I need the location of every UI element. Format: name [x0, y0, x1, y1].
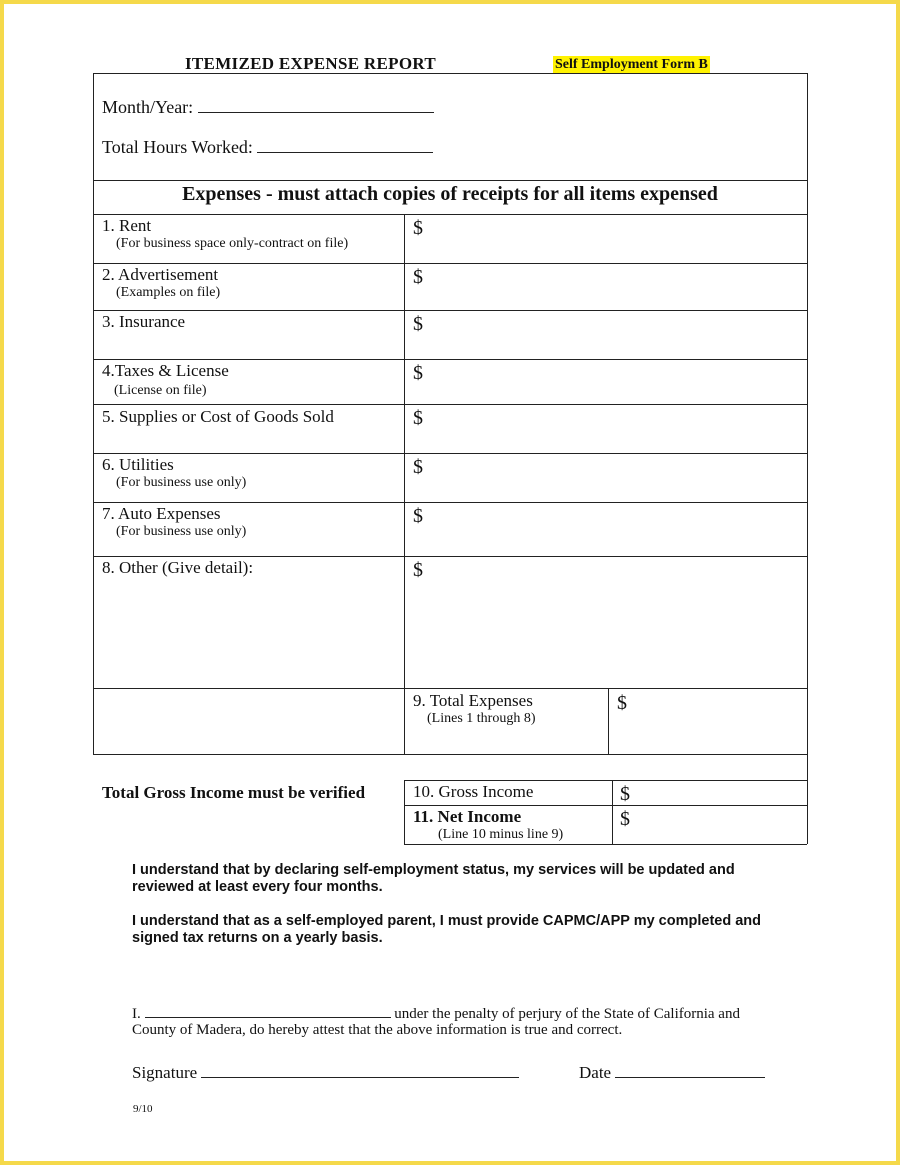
- expense-amount-advertisement[interactable]: $: [413, 266, 423, 288]
- total-expenses-amount[interactable]: $: [617, 692, 627, 714]
- row-divider: [93, 404, 807, 405]
- attestation-line1-text: under the penalty of perjury of the State of California and: [394, 1006, 740, 1022]
- expense-note-utilities: (For business use only): [116, 475, 247, 490]
- expense-label-auto: 7. Auto Expenses: [102, 504, 221, 523]
- hours-field[interactable]: [102, 136, 433, 158]
- attestation-name-blank[interactable]: [145, 1003, 391, 1018]
- gross-income-label: 10. Gross Income: [413, 782, 534, 801]
- expense-amount-other[interactable]: $: [413, 559, 423, 581]
- date-blank[interactable]: [615, 1061, 765, 1078]
- form-top-border: [93, 73, 807, 74]
- month-year-label: Month/Year:: [102, 97, 194, 117]
- expense-amount-auto[interactable]: $: [413, 505, 423, 527]
- income-top-border: [404, 780, 807, 781]
- gross-income-verify-note: Total Gross Income must be verified: [102, 783, 366, 802]
- gross-income-amount[interactable]: $: [620, 783, 630, 805]
- net-income-label: 11. Net Income: [413, 807, 522, 826]
- form-version: 9/10: [133, 1103, 153, 1115]
- month-year-blank[interactable]: [198, 96, 434, 113]
- attestation-line-1: [132, 1003, 740, 1023]
- expense-amount-taxes[interactable]: $: [413, 362, 423, 384]
- net-income-note: (Line 10 minus line 9): [438, 827, 564, 842]
- form-badge-text: Self Employment Form B: [555, 57, 708, 72]
- expense-note-rent: (For business space only-contract on file): [116, 236, 349, 251]
- expenses-heading: Expenses - must attach copies of receipts for all items expensed: [182, 183, 718, 205]
- signature-blank[interactable]: [201, 1061, 519, 1078]
- expense-label-rent: 1. Rent: [102, 216, 152, 235]
- expense-label-utilities: 6. Utilities: [102, 455, 174, 474]
- expense-label-other: 8. Other (Give detail):: [102, 558, 254, 577]
- income-column-divider: [612, 780, 613, 844]
- expense-amount-rent[interactable]: $: [413, 217, 423, 239]
- form-left-border: [93, 73, 94, 755]
- attestation-prefix: I.: [132, 1006, 141, 1022]
- income-bottom-border: [404, 844, 807, 845]
- row-divider: [93, 556, 807, 557]
- form-right-border: [807, 73, 808, 780]
- expense-note-advertisement: (Examples on file): [116, 285, 221, 300]
- divider-heading: [93, 214, 807, 215]
- row-divider: [93, 453, 807, 454]
- expense-label-advertisement: 2. Advertisement: [102, 265, 219, 284]
- row-divider: [93, 359, 807, 360]
- net-income-amount[interactable]: $: [620, 808, 630, 830]
- row-divider: [93, 263, 807, 264]
- row-divider: [93, 310, 807, 311]
- expense-label-insurance: 3. Insurance: [102, 312, 186, 331]
- expense-amount-utilities[interactable]: $: [413, 456, 423, 478]
- total-column-divider: [608, 688, 609, 755]
- total-expenses-label: 9. Total Expenses: [413, 691, 533, 710]
- statement-tax-returns: I understand that as a self-employed parent, I must provide CAPMC/APP my completed and signed tax returns on a yearly basis.: [132, 913, 762, 946]
- income-left-border: [404, 780, 405, 844]
- row-divider: [93, 502, 807, 503]
- expense-note-taxes: (License on file): [114, 383, 207, 398]
- form-badge: [553, 55, 710, 73]
- hours-blank[interactable]: [257, 136, 433, 153]
- date-field[interactable]: [579, 1061, 765, 1083]
- income-right-border: [807, 780, 808, 844]
- report-title: ITEMIZED EXPENSE REPORT: [185, 54, 436, 73]
- expense-label-supplies: 5. Supplies or Cost of Goods Sold: [102, 407, 334, 426]
- signature-field[interactable]: [132, 1061, 519, 1083]
- date-label: Date: [579, 1063, 612, 1082]
- expense-note-auto: (For business use only): [116, 524, 247, 539]
- expense-amount-supplies[interactable]: $: [413, 407, 423, 429]
- signature-label: Signature: [132, 1063, 198, 1082]
- row-divider: [93, 688, 807, 689]
- attestation-line-2: County of Madera, do hereby attest that the above information is true and correct.: [132, 1022, 623, 1038]
- expense-column-divider: [404, 214, 405, 755]
- row-divider: [93, 754, 807, 755]
- total-expenses-note: (Lines 1 through 8): [427, 711, 536, 726]
- expense-amount-insurance[interactable]: $: [413, 313, 423, 335]
- month-year-field[interactable]: [102, 96, 434, 118]
- income-row-divider: [404, 805, 807, 806]
- hours-label: Total Hours Worked:: [102, 137, 253, 157]
- statement-review: I understand that by declaring self-employment status, my services will be updated and reviewed at least every four months.: [132, 862, 735, 895]
- expense-label-taxes: 4.Taxes & License: [102, 361, 229, 380]
- divider-top: [93, 180, 807, 181]
